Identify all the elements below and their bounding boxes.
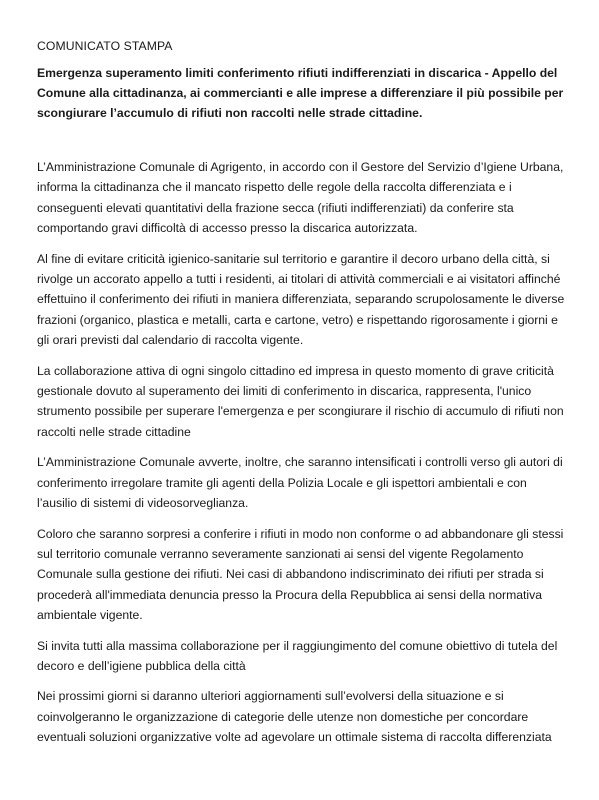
paragraph-appeal: Al fine di evitare criticità igienico-sanitarie sul territorio e garantire il decoro urbano della città, si rivolge un accorato appello a tutti i residenti, ai titolari di attività commerciali e ai visitatori affinché effettuino il conferimento dei rifiuti in maniera differenziata, separando scrupolosamente le diverse frazioni (organico, plastica e metalli, carta e cartone, vetro) e rispettando rigorosamente i giorni e gli orari previsti dal calendario di raccolta vigente. [37,251,565,348]
paragraph-invitation: Si invita tutti alla massima collaborazione per il raggiungimento del comune obiettivo di tutela del decoro e dell’igiene pubblica della città [37,638,558,673]
paragraph-updates: Nei prossimi giorni si daranno ulteriori aggiornamenti sull’evolversi della situazione e si coinvolgeranno le organizzazione di categorie delle utenze non domestiche per concordare eventuali soluzioni organizzative volte ad agevolare un ottimale sistema di raccolta differenziata [37,689,552,745]
paragraph-controls: L’Amministrazione Comunale avverte, inoltre, che saranno intensificati i controlli verso gli autori di conferimento irregolare tramite gli agenti della Polizia Locale e gli ispettori ambientali e con l’ausilio di sistemi di videosorveglianza. [37,455,563,511]
paragraph-sanctions: Coloro che saranno sorpresi a conferire i rifiuti in modo non conforme o ad abbandonare gli stessi sul territorio comunale verranno severamente sanzionati ai sensi del vigente Regolamento Comunale sulla gestione dei rifiuti. Nei casi di abbandono indiscriminato dei rifiuti per strada si procederà all'immediata denuncia presso la Procura della Repubblica ai sensi della normativa ambientale vigente. [37,526,564,623]
headline: Emergenza superamento limiti conferimento rifiuti indifferenziati in discarica - Appello del Comune alla cittadinanza, ai commercianti e alle imprese a differenziare il più possibile per scongiurare l’accumulo di rifiuti non raccolti nelle strade cittadine. [37,66,564,120]
document-label: COMUNICATO STAMPA [37,39,173,53]
paragraph-intro: L’Amministrazione Comunale di Agrigento, in accordo con il Gestore del Servizio d’Igiene Urbana, informa la cittadinanza che il mancato rispetto delle regole della raccolta differenziata e i conseguenti elevati quantitativi della frazione secca (rifiuti indifferenziati) da conferire sta comportando gravi difficoltà di accesso presso la discarica autorizzata. [37,160,564,236]
paragraph-collaboration: La collaborazione attiva di ogni singolo cittadino ed impresa in questo momento di grave criticità gestionale dovuto al superamento dei limiti di conferimento in discarica, rappresenta, l'unico strumento possibile per superare l'emergenza e per scongiurare il rischio di accumulo di rifiuti non raccolti nelle strade cittadine [37,363,564,439]
